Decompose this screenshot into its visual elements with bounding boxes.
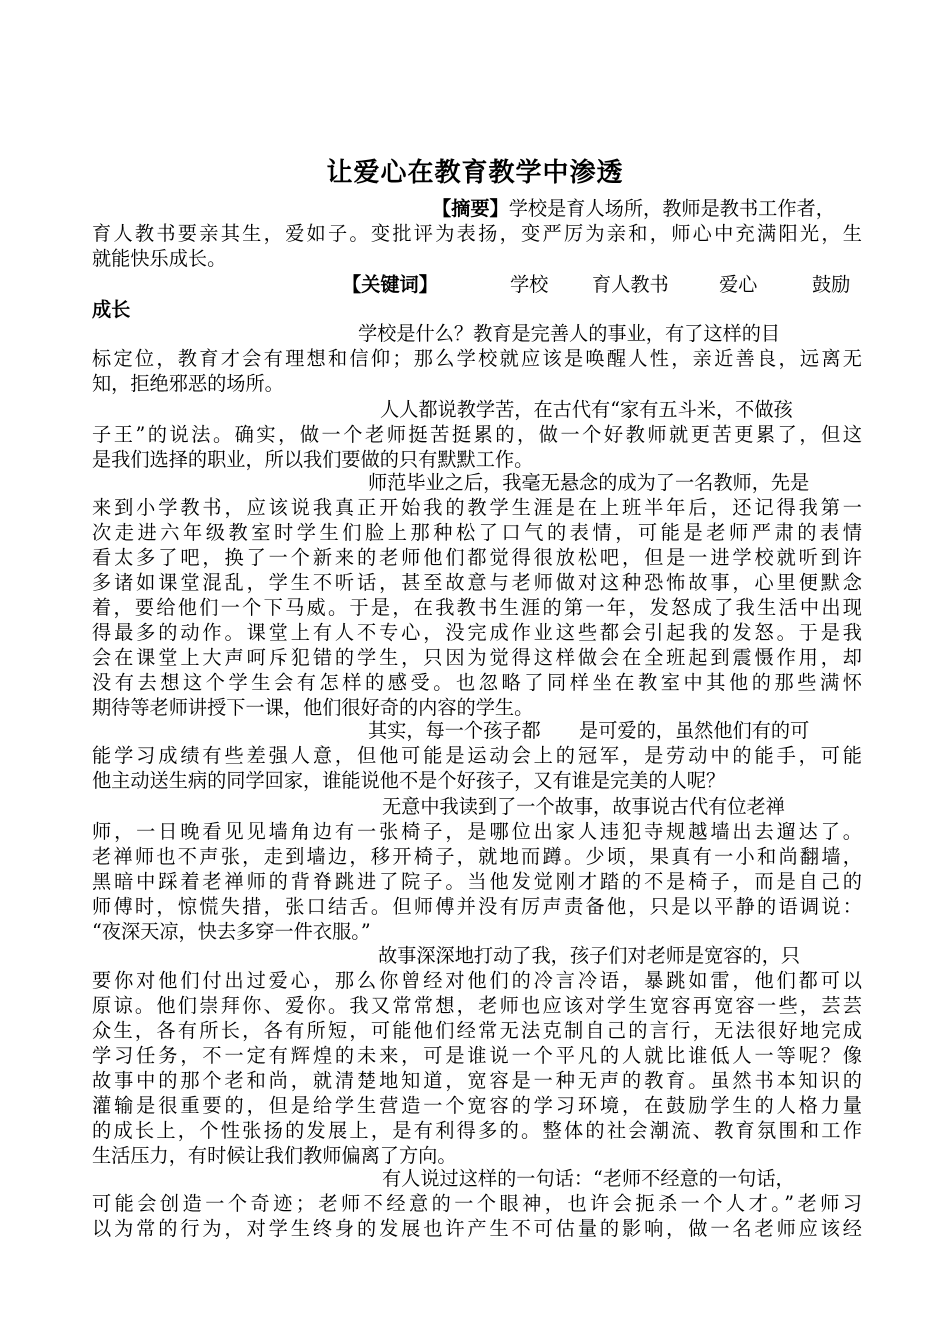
paragraph-line: 师傅时，惊慌失措，张口结舌。但师傅并没有厉声责备他，只是以平静的语调说： <box>92 895 862 918</box>
abstract-section <box>92 196 862 271</box>
paragraph-line: 其实，每一个孩子都 是可爱的，虽然他们有的可 <box>368 719 810 742</box>
paragraph-line: 子王”的说法。确实，做一个老师挺苦挺累的，做一个好教师就更苦更累了，但这 <box>92 423 862 446</box>
paragraph <box>92 1166 862 1241</box>
keywords-label: 【关键词】 <box>342 273 438 296</box>
paragraph-line: 黑暗中踩着老禅师的背脊跳进了院子。当他发觉刚才踏的不是椅子，而是自己的 <box>92 870 862 893</box>
paragraph-line: 期待等老师讲授下一课，他们很好奇的内容的学生。 <box>92 696 534 719</box>
paragraph-line: 无意中我读到了一个故事，故事说古代有位老禅 <box>382 795 785 818</box>
paragraph-line: 多诸如课堂混乱，学生不听话，甚至故意与老师做对这种恐怖故事，心里便默念 <box>92 571 862 594</box>
abstract-line: 就能快乐成长。 <box>92 247 227 270</box>
paragraph-line: 是我们选择的职业，所以我们要做的只有默默工作。 <box>92 448 534 471</box>
paragraph-line: 看太多了吧，换了一个新来的老师他们都觉得很放松吧，但是一进学校就听到许 <box>92 546 862 569</box>
paragraph-line: 标定位，教育才会有理想和信仰；那么学校就应该是唤醒人性，亲近善良，远离无 <box>92 347 862 370</box>
paragraph-line: 着，要给他们一个下马威。于是，在我教书生涯的第一年，发怒成了我生活中出现 <box>92 596 862 619</box>
paragraph <box>92 470 862 720</box>
paragraph-line: 学校是什么？教育是完善人的事业，有了这样的目 <box>358 322 781 345</box>
paragraph-line: 众生，各有所长，各有所短，可能他们经常无法克制自己的言行，无法很好地完成 <box>92 1019 862 1042</box>
keywords-section <box>92 272 862 322</box>
paragraph-line: 没有去想这个学生会有怎样的感受。也忽略了同样坐在教室中其他的那些满怀 <box>92 671 862 694</box>
keyword-item: 鼓励 <box>812 273 851 296</box>
paragraph <box>92 794 862 944</box>
paragraph-line: “夜深天凉，快去多穿一件衣服。” <box>92 920 371 943</box>
paragraph-line: 有人说过这样的一句话：“老师不经意的一句话， <box>382 1167 795 1190</box>
paragraph-line: 知，拒绝邪恶的场所。 <box>92 372 284 395</box>
paragraph-line: 能学习成绩有些差强人意，但他可能是运动会上的冠军，是劳动中的能手，可能 <box>92 744 862 767</box>
paragraph-line: 学习任务，不一定有辉煌的未来，可是谁说一个平凡的人就比谁低人一等呢？像 <box>92 1044 862 1067</box>
paragraph-line: 灌输是很重要的，但是给学生营造一个宽容的学习环境，在鼓励学生的人格力量 <box>92 1094 862 1117</box>
keyword-item: 成长 <box>92 298 131 321</box>
paragraph-line: 老禅师也不声张，走到墙边，移开椅子，就地而蹲。少顷，果真有一小和尚翻墙， <box>92 845 862 868</box>
abstract-line: 学校是育人场所，教师是教书工作者， <box>508 197 835 220</box>
paragraph-line: 会在课堂上大声呵斥犯错的学生，只因为觉得这样做会在全班起到震慑作用，却 <box>92 646 862 669</box>
paragraph-line: 可能会创造一个奇迹；老师不经意的一个眼神，也许会扼杀一个人才。”老师习 <box>92 1192 862 1215</box>
document-title: 让爱心在教育教学中渗透 <box>326 158 624 188</box>
paragraph-line: 他主动送生病的同学回家，谁能说他不是个好孩子，又有谁是完美的人呢？ <box>92 769 726 792</box>
abstract-line: 育人教书要亲其生，爱如子。变批评为表扬，变严厉为亲和，师心中充满阳光，生 <box>92 222 862 245</box>
keyword-item: 育人教书 <box>592 273 669 296</box>
paragraph-line: 故事中的那个老和尚，就清楚地知道，宽容是一种无声的教育。虽然书本知识的 <box>92 1069 862 1092</box>
keyword-item: 爱心 <box>719 273 758 296</box>
paragraph-line: 故事深深地打动了我，孩子们对老师是宽容的，只 <box>378 944 801 967</box>
paragraph-line: 人人都说教学苦，在古代有“家有五斗米，不做孩 <box>380 398 793 421</box>
paragraph-line: 师，一日晚看见见墙角边有一张椅子，是哪位出家人违犯寺规越墙出去遛达了。 <box>92 820 862 843</box>
paragraph <box>92 321 862 396</box>
paragraph-line: 原谅。他们崇拜你、爱你。我又常常想，老师也应该对学生宽容再宽容一些，芸芸 <box>92 994 862 1017</box>
paragraph-line: 师范毕业之后，我毫无悬念的成为了一名教师，先是 <box>368 471 810 494</box>
paragraph-line: 以为常的行为，对学生终身的发展也许产生不可估量的影响，做一名老师应该经 <box>92 1217 862 1240</box>
paragraph-line: 得最多的动作。课堂上有人不专心，没完成作业这些都会引起我的发怒。于是我 <box>92 621 862 644</box>
paragraph <box>92 718 862 793</box>
paragraph-line: 生活压力，有时候让我们教师偏离了方向。 <box>92 1144 457 1167</box>
paragraph <box>92 943 862 1168</box>
abstract-label: 【摘要】 <box>432 197 509 220</box>
keyword-item: 学校 <box>510 273 549 296</box>
paragraph <box>92 397 862 472</box>
paragraph-line: 的成长上，个性张扬的发展上，是有利得多的。整体的社会潮流、教育氛围和工作 <box>92 1119 862 1142</box>
paragraph-line: 来到小学教书，应该说我真正开始我的教学生涯是在上班半年后，还记得我第一 <box>92 496 862 519</box>
paragraph-line: 要你对他们付出过爱心，那么你曾经对他们的冷言冷语，暴跳如雷，他们都可以 <box>92 969 862 992</box>
paragraph-line: 次走进六年级教室时学生们脸上那种松了口气的表情，可能是老师严肃的表情 <box>92 521 862 544</box>
